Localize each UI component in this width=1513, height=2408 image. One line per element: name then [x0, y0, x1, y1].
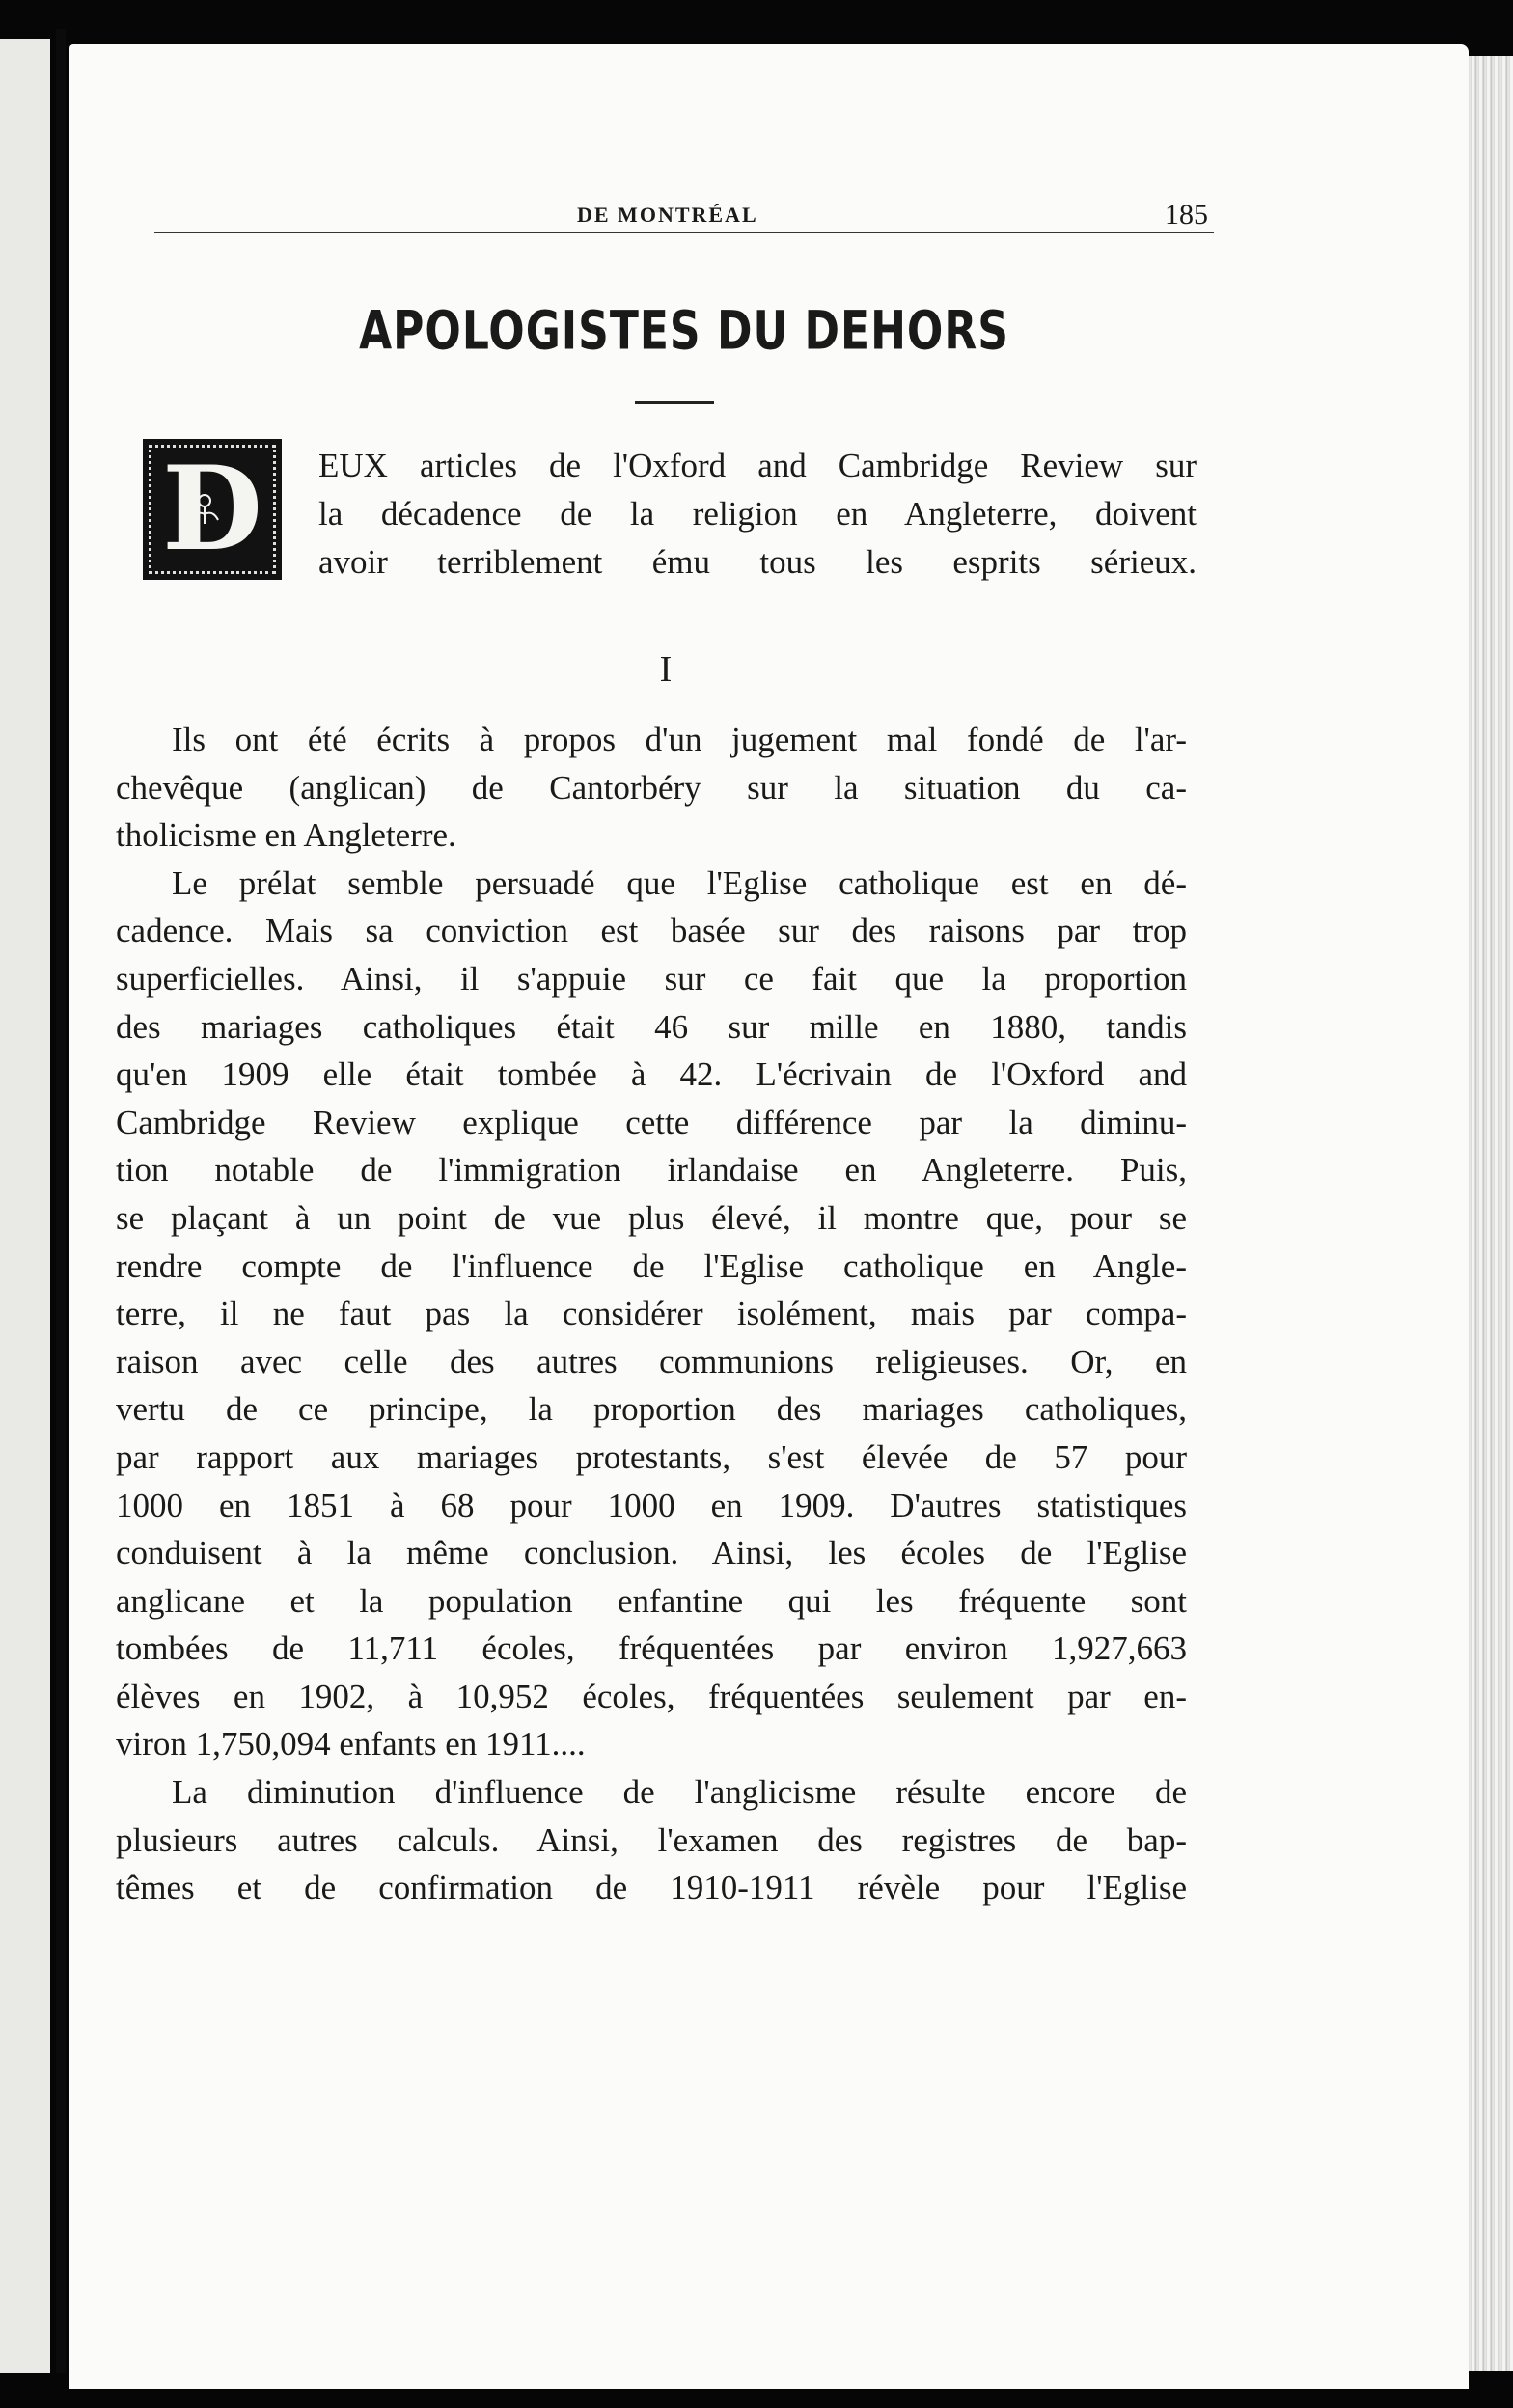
opening-lines	[318, 442, 1197, 587]
facing-page-edge	[0, 39, 50, 2373]
text-line: conduisent à la même conclusion. Ainsi, les écoles de l'Eglise	[116, 1534, 1187, 1573]
text-line: tombées de 11,711 écoles, fréquentées par environ 1,927,663	[116, 1629, 1187, 1668]
text-line: viron 1,750,094 enfants en 1911....	[116, 1725, 586, 1764]
text-line: La diminution d'influence de l'anglicisme résulte encore de	[172, 1773, 1187, 1812]
text-line: raison avec celle des autres communions religieuses. Or, en	[116, 1342, 1187, 1381]
header-rule	[154, 232, 1214, 233]
text-line: tholicisme en Angleterre.	[116, 816, 456, 855]
text-line: superficielles. Ainsi, il s'appuie sur ce fait que la proportion	[116, 959, 1187, 998]
text-line: chevêque (anglican) de Cantorbéry sur la situation du ca-	[116, 768, 1187, 807]
floral-ornament-icon	[185, 487, 224, 526]
text-line: terre, il ne faut pas la considérer isolément, mais par compa-	[116, 1295, 1187, 1333]
page-number: 185	[1165, 199, 1208, 231]
text-line: Cambridge Review explique cette différence par la diminu-	[116, 1103, 1187, 1141]
title-rule	[635, 401, 714, 404]
text-line: qu'en 1909 elle était tombée à 42. L'écrivain de l'Oxford and	[116, 1055, 1187, 1094]
text-line: élèves en 1902, à 10,952 écoles, fréquentées seulement par en-	[116, 1677, 1187, 1715]
section-numeral: I	[659, 649, 673, 690]
text-line: par rapport aux mariages protestants, s'est élevée de 57 pour	[116, 1437, 1187, 1476]
lede-line: la décadence de la religion en Angleterre, doivent	[318, 495, 1197, 533]
running-head: DE MONTRÉAL	[577, 203, 758, 227]
text-line: vertu de ce principe, la proportion des mariages catholiques,	[116, 1390, 1187, 1429]
text-line: Le prélat semble persuadé que l'Eglise catholique est en dé-	[172, 863, 1187, 902]
text-line: anglicane et la population enfantine qui les fréquente sont	[116, 1581, 1187, 1620]
lede-line: avoir terriblement ému tous les esprits sérieux.	[318, 543, 1197, 581]
body-text	[116, 716, 1187, 1912]
text-line: cadence. Mais sa conviction est basée sur des raisons par trop	[116, 912, 1187, 950]
text-line: des mariages catholiques était 46 sur mille en 1880, tandis	[116, 1007, 1187, 1046]
drop-cap	[143, 439, 282, 580]
text-line: se plaçant à un point de vue plus élevé, il montre que, pour se	[116, 1198, 1187, 1237]
lede-line: EUX articles de l'Oxford and Cambridge Review sur	[318, 447, 1197, 484]
text-line: têmes et de confirmation de 1910-1911 révèle pour l'Eglise	[116, 1869, 1187, 1907]
text-line: plusieurs autres calculs. Ainsi, l'examen des registres de bap-	[116, 1820, 1187, 1859]
text-line: rendre compte de l'influence de l'Eglise catholique en Angle-	[116, 1246, 1187, 1285]
text-line: Ils ont été écrits à propos d'un jugement mal fondé de l'ar-	[172, 721, 1187, 758]
chapter-title: APOLOGISTES DU DEHORS	[359, 300, 1009, 363]
text-line: tion notable de l'immigration irlandaise en Angleterre. Puis,	[116, 1151, 1187, 1190]
text-line: 1000 en 1851 à 68 pour 1000 en 1909. D'autres statistiques	[116, 1486, 1187, 1524]
drop-cap-letter: D	[161, 441, 263, 577]
page-header	[154, 191, 1214, 249]
gutter-shadow	[56, 29, 66, 2373]
